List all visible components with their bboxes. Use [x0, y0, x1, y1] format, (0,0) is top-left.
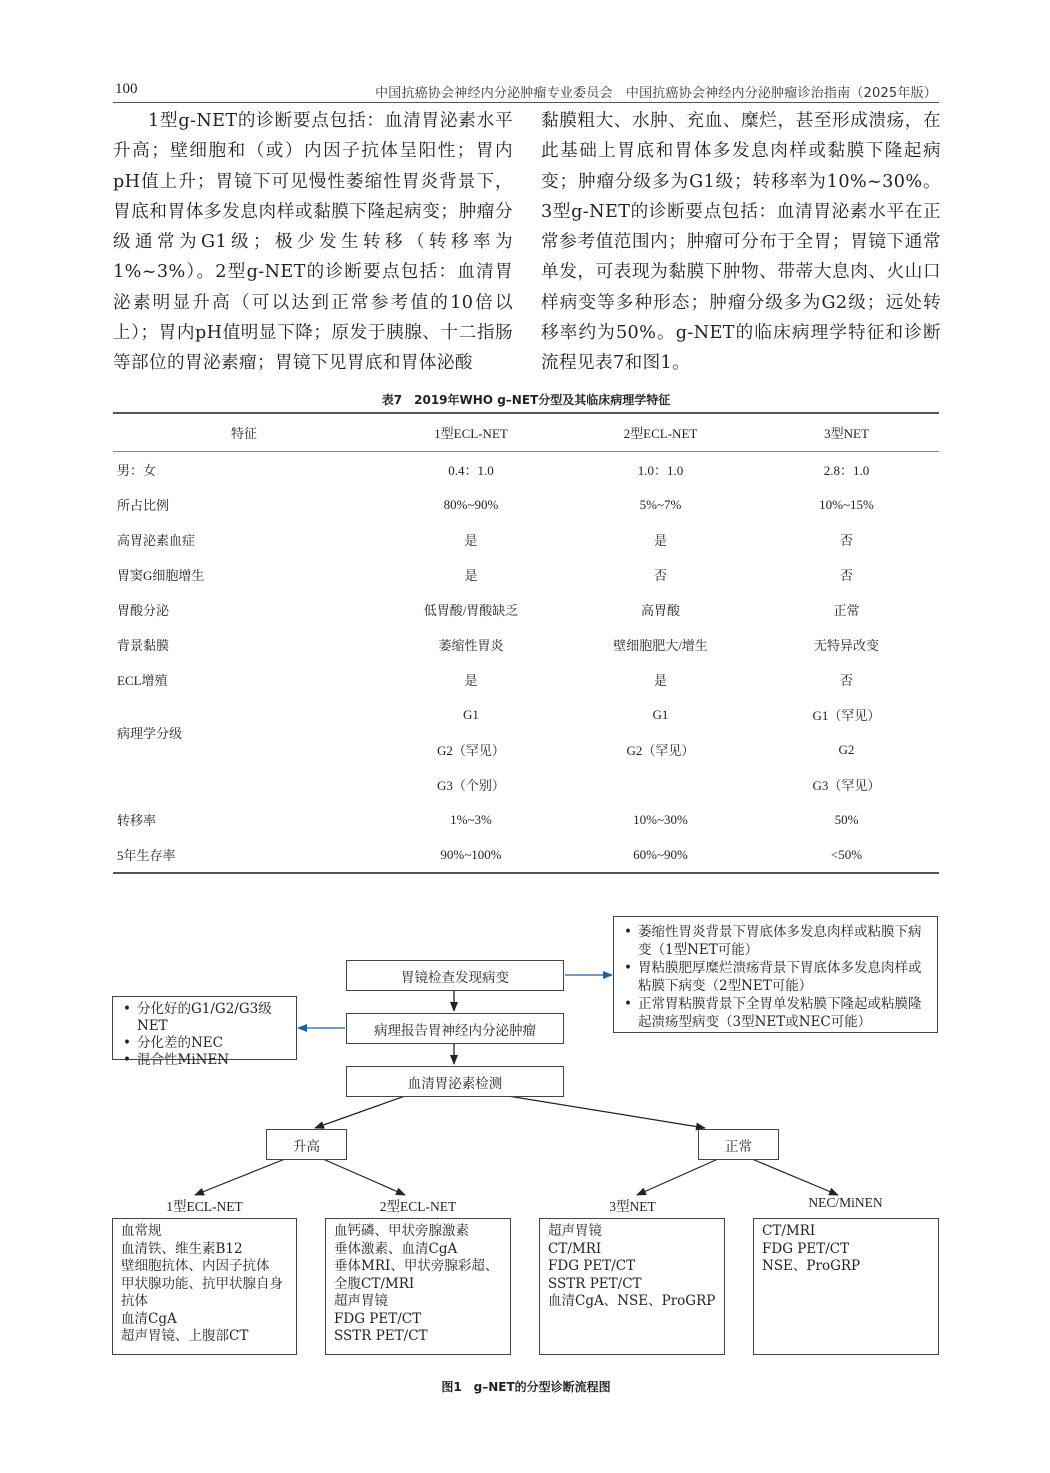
arrow-normal-to-nec [752, 1159, 838, 1195]
table-cell: G1（罕见） [812, 708, 881, 723]
branch-normal-label: 正常 [725, 1138, 752, 1155]
col-header-type1: 1型ECL-NET [375, 413, 567, 452]
table-cell: 10%~15% [819, 496, 874, 512]
branch-high-box [266, 1129, 347, 1160]
type1-label: 1型ECL-NET [166, 1199, 243, 1214]
row-label: 所占比例 [117, 498, 170, 513]
endoscopy-note: • 胃粘膜肥厚糜烂溃疡背景下胃底体多发息肉样或粘膜下病变（2型NET可能） [622, 959, 929, 995]
row-label: 高胃泌素血症 [117, 533, 196, 548]
type2-tests-box [325, 1218, 511, 1355]
table-cell: 5%~7% [639, 496, 682, 512]
test-item: 垂体激素、血清CgA [334, 1240, 458, 1257]
test-item: 超声胃镜 [548, 1223, 602, 1239]
table-cell: G3（罕见） [812, 778, 881, 793]
test-item: FDG PET/CT [548, 1258, 636, 1274]
test-item: 垂体MRI、甲状旁腺彩超、 [334, 1258, 499, 1274]
step-pathology-box [346, 1013, 564, 1044]
table-title: 表7 2019年WHO g–NET分型及其临床病理学特征 [381, 393, 671, 407]
table-cell: G2（罕见） [626, 743, 695, 758]
table-cell: 壁细胞肥大/增生 [613, 638, 708, 653]
endoscopy-notes-box [613, 916, 938, 1033]
table-cell: 2.8：1.0 [823, 463, 870, 478]
test-item: SSTR PET/CT [334, 1328, 428, 1344]
table-cell: 是 [653, 673, 667, 688]
test-item: 抗体 [121, 1293, 148, 1309]
pathology-notes-box [112, 996, 297, 1068]
col-header-type2: 2型ECL-NET [567, 413, 754, 452]
nec-tests-box [753, 1218, 939, 1355]
test-item: 血钙磷、甲状旁腺激素 [334, 1223, 469, 1239]
test-item: 超声胃镜 [334, 1293, 388, 1309]
table-cell: 无特异改变 [813, 638, 879, 653]
col-header-feature: 特征 [113, 413, 375, 452]
type1-tests-box [112, 1218, 297, 1355]
table-cell: 正常 [833, 603, 860, 618]
table-cell: 60%~90% [567, 837, 754, 873]
table-cell: 否 [839, 533, 853, 548]
table-cell: G2 [838, 741, 855, 757]
type3-tests-box [539, 1218, 725, 1355]
table-cell: 50% [834, 811, 859, 827]
table-cell: 否 [653, 568, 667, 583]
type2-label: 2型ECL-NET [379, 1199, 457, 1214]
table-cell: 90%~100% [375, 837, 567, 873]
page-number: 100 [115, 81, 138, 97]
table-cell: G2（罕见） [437, 743, 505, 758]
branch-high-label: 升高 [293, 1138, 320, 1155]
test-item: NSE、ProGRP [762, 1258, 861, 1274]
step-pathology-label: 病理报告胃神经内分泌肿瘤 [374, 1022, 536, 1039]
arrow-normal-to-type3 [637, 1159, 718, 1195]
test-item: CT/MRI [762, 1223, 816, 1239]
row-label: 病理学分级 [117, 726, 183, 741]
nec-label: NEC/MiNEN [808, 1195, 883, 1210]
pathology-note: • 分化好的G1/G2/G3级NET [121, 1001, 288, 1035]
arrow-high-to-type2 [323, 1159, 405, 1195]
test-item: 甲状腺功能、抗甲状腺自身 [121, 1275, 283, 1292]
table-cell: G1 [652, 706, 669, 722]
arrow-high-to-type1 [195, 1159, 285, 1195]
row-label: ECL增殖 [117, 673, 168, 688]
table-cell: G1 [463, 706, 479, 722]
table-cell: G3（个别） [437, 778, 505, 793]
running-title: 中国抗癌协会神经内分泌肿瘤专业委员会 中国抗癌协会神经内分泌肿瘤诊治指南（2025年版） [375, 86, 937, 101]
table-cell: 是 [464, 568, 478, 583]
test-item: SSTR PET/CT [548, 1275, 642, 1292]
table-cell: 是 [464, 533, 478, 548]
paragraph-type2-type3: 黏膜粗大、水肿、充血、糜烂，甚至形成溃疡，在此基础上胃底和胃体多发息肉样或黏膜下隆起病变；肿瘤分级多为G1级；转移率为10%~30%。3型g-NET的诊断要点包括：血清胃泌素水平在正常参考值范围内；肿瘤可分布于全胃；胃镜下通常单发，可表现为黏膜下肿物、带蒂大息肉、火山口样病变等多种形态；肿瘤分级多为G2级；远处转移率约为50%。g-NET的临床病理学特征和诊断流程见表7和图1。 [541, 111, 941, 374]
row-label: 男：女 [117, 463, 157, 478]
test-item: 超声胃镜、上腹部CT [121, 1328, 249, 1344]
step-gastrin-label: 血清胃泌素检测 [407, 1075, 503, 1092]
table-cell: 高胃酸 [640, 603, 680, 618]
arrow-step3-to-normal [508, 1096, 705, 1128]
figure-caption: 图1 g–NET的分型诊断流程图 [441, 1380, 611, 1394]
row-label: 5年生存率 [113, 837, 375, 873]
table-cell: 是 [464, 673, 478, 688]
test-item: 血常规 [121, 1223, 162, 1239]
step-gastrin-box [346, 1066, 564, 1097]
test-item: CT/MRI [548, 1240, 602, 1257]
table-cell: 0.4：1.0 [448, 463, 494, 478]
test-item: FDG PET/CT [762, 1240, 850, 1257]
row-label: 胃窦G细胞增生 [117, 568, 205, 583]
table-cell: 1%~3% [450, 811, 492, 827]
test-item: 血清CgA、NSE、ProGRP [548, 1293, 716, 1309]
test-item: 壁细胞抗体、内因子抗体 [121, 1258, 270, 1274]
table-cell: 1.0：1.0 [637, 463, 684, 478]
arrow-step3-to-high [315, 1096, 405, 1128]
step-endoscopy-box [346, 960, 564, 991]
pathology-note: • 分化差的NEC [121, 1035, 288, 1052]
endoscopy-note: • 正常胃粘膜背景下全胃单发粘膜下隆起或粘膜隆起溃疡型病变（3型NET或NEC可能） [622, 995, 929, 1031]
table-cell: 80%~90% [443, 496, 499, 512]
pathology-note: • 混合性MiNEN [121, 1052, 288, 1069]
row-label: 背景黏膜 [117, 638, 170, 653]
endoscopy-note: • 萎缩性胃炎背景下胃底体多发息肉样或粘膜下病变（1型NET可能） [622, 923, 929, 959]
table-cell: 否 [839, 673, 853, 688]
row-label: 胃酸分泌 [117, 603, 170, 618]
table-cell: 否 [839, 568, 853, 583]
step-endoscopy-label: 胃镜检查发现病变 [401, 969, 509, 986]
branch-normal-box [698, 1129, 779, 1160]
row-label: 转移率 [117, 813, 157, 828]
test-item: 血清铁、维生素B12 [121, 1240, 243, 1257]
table-cell: 萎缩性胃炎 [438, 638, 504, 653]
table-cell: 低胃酸/胃酸缺乏 [423, 603, 519, 618]
table-cell: <50% [754, 837, 939, 873]
paragraph-type1-type2: 1型g-NET的诊断要点包括：血清胃泌素水平升高；壁细胞和（或）内因子抗体呈阳性；胃内pH值上升；胃镜下可见慢性萎缩性胃炎背景下，胃底和胃体多发息肉样或黏膜下隆起病变；肿瘤分级通常为G1级；极少发生转移（转移率为1%~3%）。2型g-NET的诊断要点包括：血清胃泌素明显升高（可以达到正常参考值的10倍以上）；胃内pH值明显下降；原发于胰腺、十二指肠等部位的胃泌素瘤；胃镜下见胃底和胃体泌酸 [113, 111, 513, 374]
test-item: 血清CgA [121, 1310, 177, 1327]
test-item: FDG PET/CT [334, 1310, 422, 1327]
col-header-type3: 3型NET [754, 413, 939, 452]
table-cell: 10%~30% [633, 811, 688, 827]
type3-label: 3型NET [609, 1199, 656, 1214]
table-cell: 是 [653, 533, 667, 548]
test-item: 全腹CT/MRI [334, 1275, 415, 1292]
